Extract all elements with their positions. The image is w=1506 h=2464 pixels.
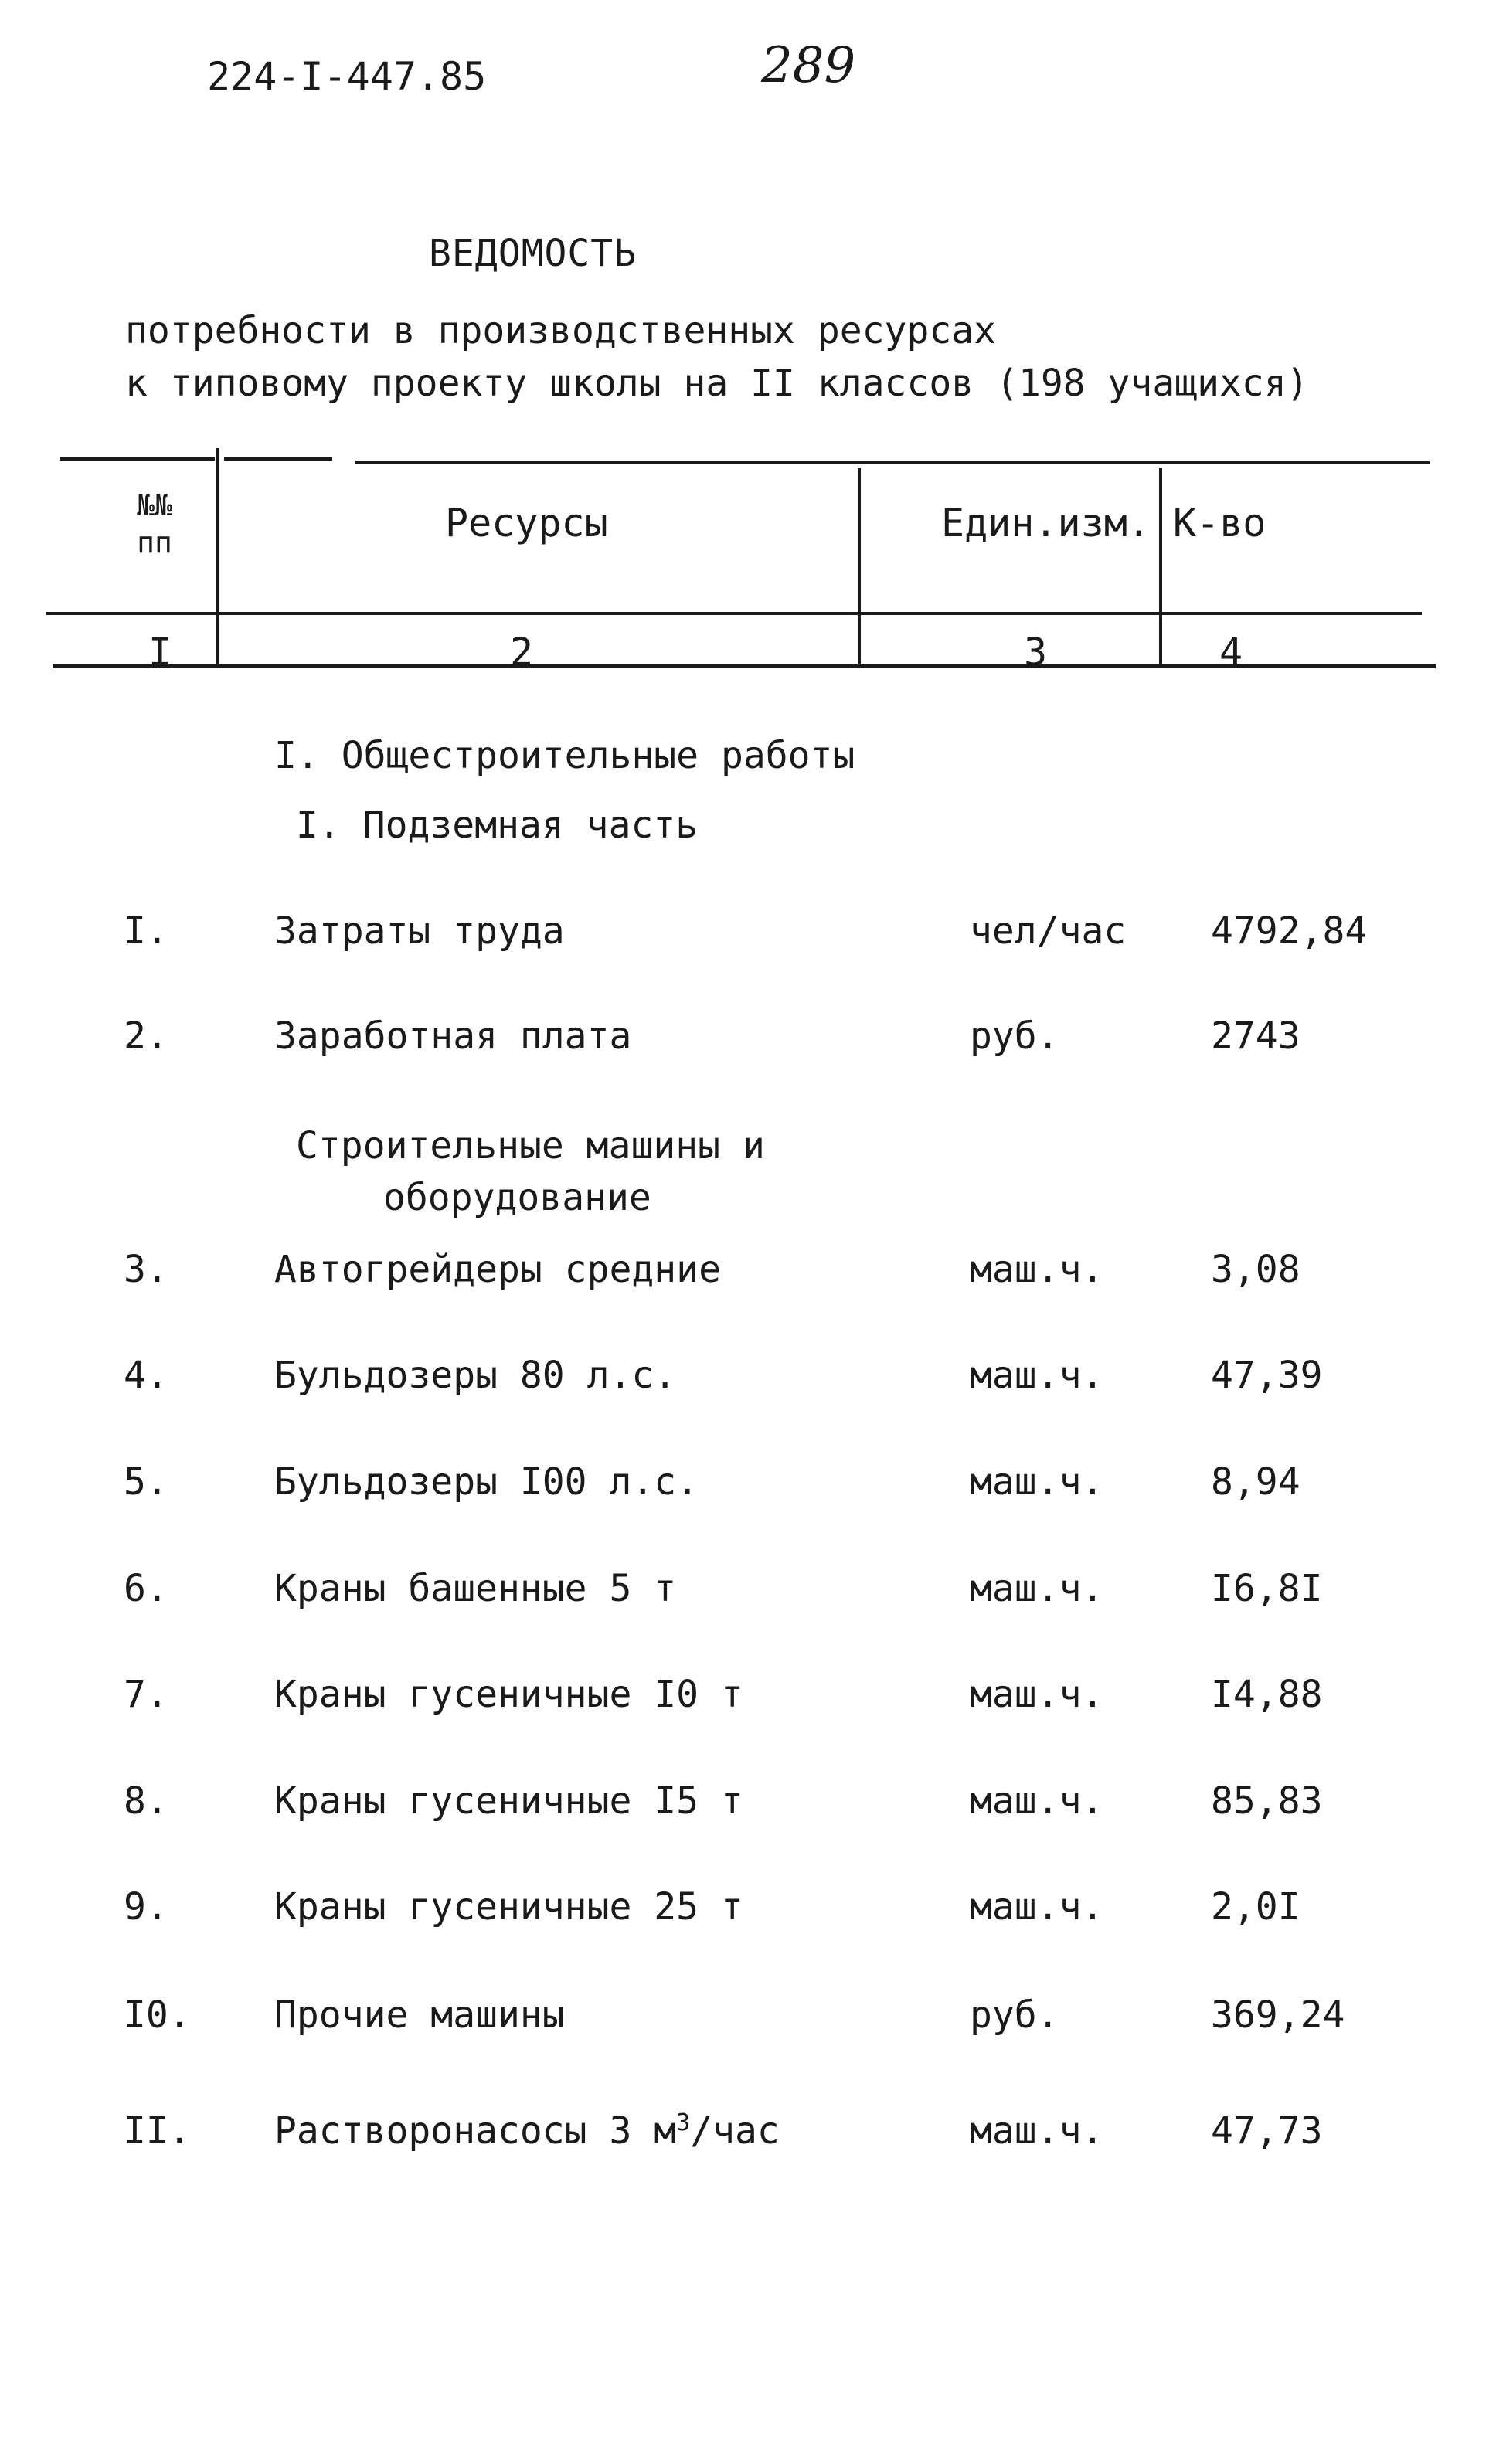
- row-unit: руб.: [970, 1993, 1059, 2037]
- row-unit: маш.ч.: [970, 2109, 1104, 2153]
- document-code: 224-I-447.85: [207, 54, 487, 99]
- group-title-line2: оборудование: [383, 1176, 651, 1219]
- row-quantity: 3,08: [1211, 1248, 1300, 1291]
- row-quantity: I6,8I: [1211, 1567, 1323, 1610]
- header-divider-1: [216, 448, 219, 666]
- row-quantity: 47,39: [1211, 1354, 1323, 1397]
- row-resource: Краны гусеничные I0 т: [274, 1673, 743, 1716]
- row-number: 4.: [124, 1354, 168, 1397]
- row-quantity: 85,83: [1211, 1779, 1323, 1823]
- subsection-title: I. Подземная часть: [296, 804, 699, 847]
- document-subtitle-line1: потребности в производственных ресурсах: [125, 309, 997, 352]
- header-resources: Ресурсы: [445, 501, 608, 545]
- row-quantity: 2743: [1211, 1014, 1300, 1058]
- row-number: II.: [124, 2109, 191, 2153]
- row-unit: маш.ч.: [970, 1673, 1104, 1716]
- header-middle-rule: [46, 612, 1422, 615]
- row-number: 6.: [124, 1567, 168, 1610]
- row-resource-suffix: /час: [690, 2109, 780, 2153]
- column-number-3: 3: [1024, 630, 1048, 675]
- row-number: 9.: [124, 1885, 168, 1929]
- header-divider-2: [858, 468, 861, 666]
- header-top-rule-mid: [224, 457, 332, 461]
- row-number: I0.: [124, 1993, 191, 2037]
- row-unit: руб.: [970, 1014, 1059, 1058]
- row-quantity: 47,73: [1211, 2109, 1323, 2153]
- document-subtitle-line2: к типовому проекту школы на II классов (198 учащихся): [125, 362, 1309, 405]
- row-resource-text: Растворонасосы 3 м: [274, 2109, 677, 2153]
- column-number-2: 2: [510, 630, 534, 675]
- row-quantity: 8,94: [1211, 1460, 1300, 1504]
- row-number: 5.: [124, 1460, 168, 1504]
- row-resource: Краны гусеничные 25 т: [274, 1885, 743, 1929]
- row-resource: Краны гусеничные I5 т: [274, 1779, 743, 1823]
- column-number-1: I: [148, 630, 172, 675]
- header-number-line2: пп: [137, 525, 172, 559]
- row-quantity: 369,24: [1211, 1993, 1345, 2037]
- row-unit: маш.ч.: [970, 1248, 1104, 1291]
- superscript-cubed: 3: [676, 2109, 691, 2136]
- row-unit: чел/час: [970, 909, 1127, 953]
- row-resource: Прочие машины: [274, 1993, 565, 2037]
- row-resource: Краны башенные 5 т: [274, 1567, 677, 1610]
- header-top-rule-left: [60, 457, 215, 461]
- header-top-rule-right: [355, 461, 1430, 464]
- row-unit: маш.ч.: [970, 1354, 1104, 1397]
- row-unit: маш.ч.: [970, 1885, 1104, 1929]
- row-unit: маш.ч.: [970, 1567, 1104, 1610]
- row-resource: Заработная плата: [274, 1014, 632, 1058]
- column-number-4: 4: [1219, 630, 1243, 675]
- group-title-line1: Строительные машины и: [296, 1124, 765, 1167]
- document-title: ВЕДОМОСТЬ: [429, 232, 637, 275]
- row-resource: Затраты труда: [274, 909, 565, 953]
- page-number: 289: [761, 37, 856, 94]
- header-unit: Един.изм.: [941, 501, 1151, 545]
- header-number-line1: №№: [137, 488, 172, 522]
- row-unit: маш.ч.: [970, 1779, 1104, 1823]
- row-quantity: 4792,84: [1211, 909, 1368, 953]
- row-unit: маш.ч.: [970, 1460, 1104, 1504]
- header-quantity: К-во: [1173, 501, 1266, 545]
- row-number: 7.: [124, 1673, 168, 1716]
- row-resource: Бульдозеры 80 л.с.: [274, 1354, 677, 1397]
- row-number: 8.: [124, 1779, 168, 1823]
- row-quantity: 2,0I: [1211, 1885, 1300, 1929]
- row-number: I.: [124, 909, 168, 953]
- row-number: 2.: [124, 1014, 168, 1058]
- row-quantity: I4,88: [1211, 1673, 1323, 1716]
- section-title: I. Общестроительные работы: [274, 734, 855, 777]
- row-number: 3.: [124, 1248, 168, 1291]
- row-resource: Бульдозеры I00 л.с.: [274, 1460, 699, 1504]
- row-resource: Автогрейдеры средние: [274, 1248, 721, 1291]
- header-divider-3: [1159, 468, 1162, 666]
- row-resource: [274, 2109, 780, 2153]
- header-number-column: [120, 487, 189, 561]
